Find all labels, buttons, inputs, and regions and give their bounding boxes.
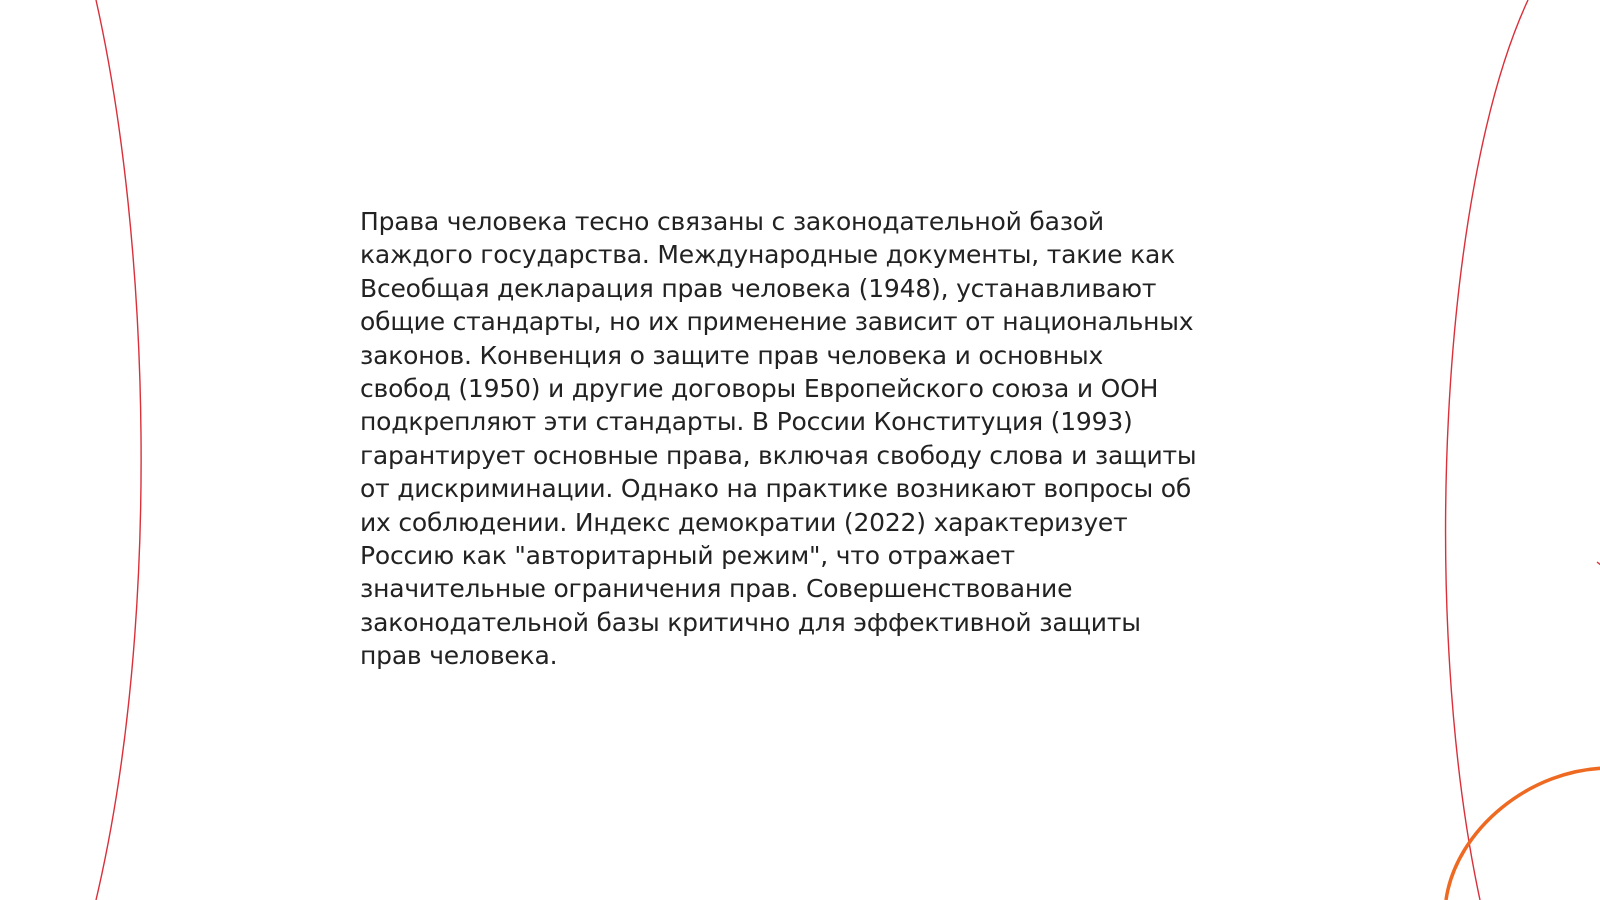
- paragraph-line: гарантирует основные права, включая свободу слова и защиты: [360, 440, 1197, 470]
- paragraph-line: законодательной базы критично для эффективной защиты: [360, 607, 1141, 637]
- paragraph-line: прав человека.: [360, 641, 558, 671]
- paragraph-line: каждого государства. Международные документы, такие как: [360, 240, 1176, 270]
- right-arc-line: [1446, 0, 1528, 900]
- left-arc-line: [96, 0, 141, 900]
- paragraph-line: от дискриминации. Однако на практике возникают вопросы об: [360, 474, 1192, 504]
- paragraph-line: значительные ограничения прав. Совершенствование: [360, 574, 1073, 604]
- paragraph-line: свобод (1950) и другие договоры Европейского союза и ООН: [360, 374, 1159, 404]
- paragraph-line: Права человека тесно связаны с законодательной базой: [360, 207, 1104, 236]
- body-paragraph: [360, 205, 1260, 673]
- corner-circle-arc: [1446, 768, 1600, 900]
- paragraph-line: законов. Конвенция о защите прав человека и основных: [360, 340, 1104, 370]
- paragraph-line: Россию как "авторитарный режим", что отражает: [360, 541, 1015, 571]
- paragraph-line: Всеобщая декларация прав человека (1948), устанавливают: [360, 273, 1157, 303]
- paragraph-line: общие стандарты, но их применение зависит от национальных: [360, 307, 1194, 337]
- paragraph-line: их соблюдении. Индекс демократии (2022) характеризует: [360, 507, 1128, 537]
- paragraph-line: подкрепляют эти стандарты. В России Конституция (1993): [360, 407, 1133, 437]
